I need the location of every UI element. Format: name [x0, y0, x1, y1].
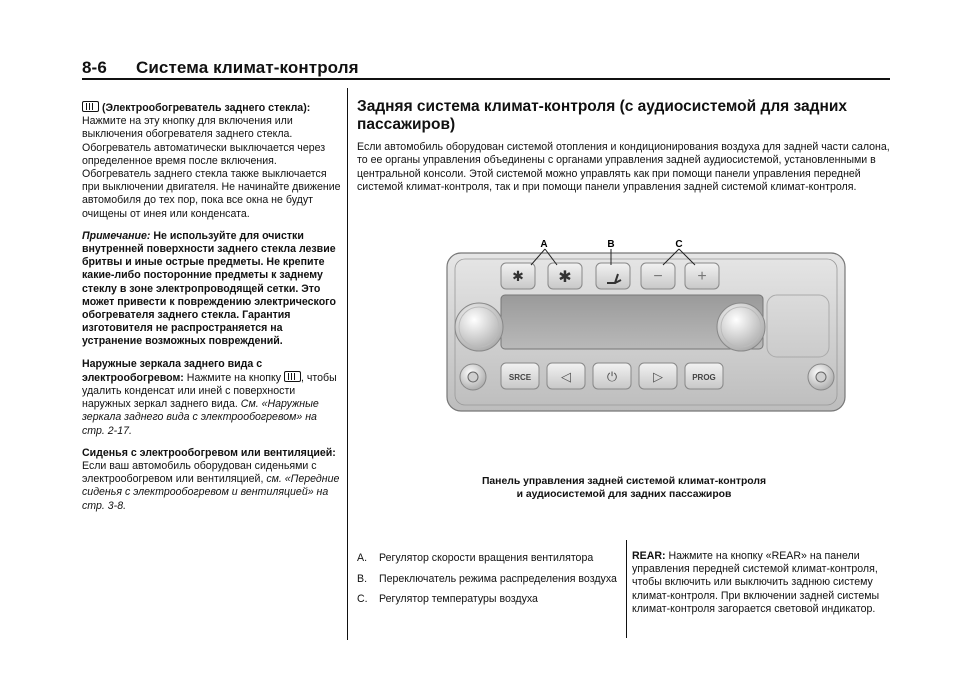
legend-item: [357, 552, 617, 565]
column-divider: [347, 88, 348, 640]
figure-caption: [440, 475, 808, 501]
rear-text: Нажмите на кнопку «REAR» на панели управления передней системой климат-контроля, чтобы включить или выключить заднюю систему климат-контроля. При включении задней системы климат-контроля загорается световой индикатор.: [632, 550, 880, 615]
source-label: SRCE: [508, 373, 532, 382]
temp-down-button[interactable]: [641, 263, 675, 289]
callout-label-c: C: [675, 239, 683, 250]
rear-label: REAR:: [632, 550, 666, 562]
legend-text: Регулятор температуры воздуха: [379, 593, 538, 606]
rear-defrost-icon: [82, 101, 99, 112]
previous-track-button[interactable]: [547, 363, 585, 389]
power-button[interactable]: [593, 363, 631, 389]
fan-icon: ✱: [512, 269, 524, 285]
figure-legend: [357, 552, 617, 614]
mirrors-title: Наружные зеркала заднего вида с электрообогревом:: [82, 357, 263, 384]
callout-label-a: A: [540, 239, 548, 250]
right-headphone-jack[interactable]: [808, 364, 834, 390]
callout-label-b: B: [607, 239, 615, 250]
section-title: Система климат-контроля: [136, 58, 359, 77]
minus-label: −: [653, 268, 663, 285]
mirrors-reference: См. «Наружные зеркала заднего вида с электрообогревом» на стр. 2-17.: [82, 398, 319, 437]
air-mode-button[interactable]: [596, 263, 630, 289]
next-track-button[interactable]: [639, 363, 677, 389]
page-header: [82, 58, 359, 78]
legend-key: A.: [357, 552, 368, 564]
seats-reference: см. «Передние сиденья с электрообогревом и вентиляцией» на стр. 3-8.: [82, 473, 340, 512]
program-label: PROG: [692, 373, 716, 382]
rear-climate-panel-figure: [445, 235, 847, 415]
caption-line-2: и аудиосистемой для задних пассажиров: [516, 489, 732, 500]
caption-line-1: Панель управления задней системой климат-контроля: [481, 476, 767, 487]
legend-item: [357, 573, 617, 586]
left-column: [82, 101, 342, 522]
seats-title: Сиденья с электрообогревом или вентиляцией:: [82, 446, 336, 459]
temp-up-button[interactable]: [685, 263, 719, 289]
previous-icon: ◁: [561, 370, 571, 385]
fan-speed-up-button[interactable]: [548, 263, 582, 289]
note-paragraph: [82, 230, 342, 349]
legend-text: Регулятор скорости вращения вентилятора: [379, 552, 594, 564]
right-intro-text: Если автомобиль оборудован системой отопления и кондиционирования воздуха для задней части салона, то ее органы управления объединены с органами управления задней аудиосистемой, установленными в центральной консоли. Этой системой можно управлять как при помощи панели управления передней системой климат-контроля, так и при помощи панели управления задней системой климат-контроля.: [357, 141, 890, 193]
source-button[interactable]: [501, 363, 539, 389]
next-icon: ▷: [653, 370, 663, 385]
right-knob[interactable]: [717, 303, 765, 351]
fan-icon: ✱: [558, 267, 572, 286]
note-text: Не используйте для очистки внутренней поверхности заднего стекла лезвие бритвы и иные острые предметы. Не крепите какие-либо посторонние предметы к заднему стеклу в зоне электропроводящей сетки. Это может привести к повреждению электрического обогревателя заднего стекла. Гарантия изготовителя не распространяется на устранение возможных повреждений.: [82, 229, 336, 348]
right-section-title: Задняя система климат-контроля (с аудиосистемой для задних пассажиров): [357, 98, 847, 133]
seats-text: Если ваш автомобиль оборудован сиденьями с электрообогревом или вентиляцией,: [82, 460, 317, 486]
legend-key: C.: [357, 593, 368, 606]
seats-paragraph: [82, 447, 342, 513]
legend-key: B.: [357, 572, 368, 585]
note-label: Примечание:: [82, 229, 151, 242]
mirrors-text-1: Нажмите на кнопку: [183, 371, 282, 384]
page-number: 8-6: [82, 58, 107, 77]
program-button[interactable]: [685, 363, 723, 389]
plus-label: +: [697, 268, 707, 285]
header-rule: [82, 78, 890, 80]
rear-divider: [626, 540, 627, 638]
rear-paragraph: [632, 550, 894, 616]
defrost-text: Нажмите на эту кнопку для включения или выключения обогревателя заднего стекла. Обогреватель автоматически выключается через определенное время после включения. Обогреватель заднего стекла также выключается при выключении двигателя. Не начинайте движение автомобиля до тех пор, пока все окна не будут очищены от инея или конденсата.: [82, 115, 341, 220]
mirrors-text-2: , чтобы удалить конденсат или иней с поверхности наружных зеркал заднего вида.: [82, 371, 337, 411]
power-icon: ⏻: [606, 370, 618, 385]
mirror-defrost-icon: [284, 371, 301, 382]
defrost-paragraph: [82, 101, 342, 221]
defrost-title: (Электрообогреватель заднего стекла):: [101, 102, 311, 114]
legend-item: [357, 593, 617, 606]
mirrors-paragraph: [82, 358, 342, 438]
left-headphone-jack[interactable]: [460, 364, 486, 390]
legend-text: Переключатель режима распределения воздуха: [379, 572, 617, 585]
fan-speed-down-button[interactable]: [501, 263, 535, 289]
left-knob[interactable]: [455, 303, 503, 351]
